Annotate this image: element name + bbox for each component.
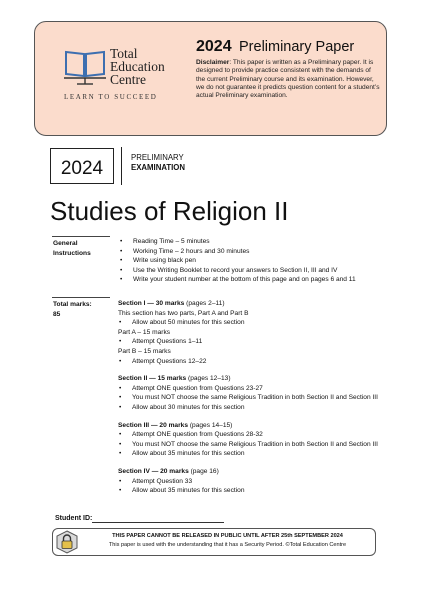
list-item: • Reading Time – 5 minutes	[119, 237, 389, 247]
exam-label-line2: EXAMINATION	[131, 163, 185, 172]
section-3-heading	[118, 421, 390, 431]
section-1-part-b: Part B – 15 marks	[118, 347, 171, 355]
disclaimer	[196, 59, 381, 100]
section-3-list	[118, 430, 390, 459]
section-2-heading	[118, 374, 390, 384]
general-instructions-label-line1: General	[53, 240, 78, 247]
list-item: • Working Time – 2 hours and 30 minutes	[119, 247, 389, 257]
disclaimer-text: : This paper is written as a Preliminary paper. It is designed to provide practice consistent with the demands of the current Preliminary course and its examination. However, we do not guarantee it predicts question content for a student’s actual Preliminary examination.	[196, 59, 380, 100]
total-marks-value: 85	[53, 310, 61, 318]
list-item: • Allow about 35 minutes for this section	[118, 449, 390, 459]
section-1-intro: This section has two parts, Part A and Part B	[118, 309, 249, 317]
section-4-title: Section IV — 20 marks	[118, 467, 189, 475]
header-year: 2024	[196, 38, 232, 55]
exam-year: 2024	[60, 158, 104, 179]
rule-general-instructions	[52, 236, 110, 237]
list-item: • Allow about 30 minutes for this section	[118, 403, 390, 413]
total-marks-text: Total marks:	[53, 301, 92, 308]
section-4-pages: (page 16)	[188, 467, 219, 475]
logo-text-line3: Centre	[110, 72, 146, 87]
section-3-pages: (pages 14–15)	[188, 421, 233, 429]
section-1-list-c	[118, 357, 390, 367]
list-item: • You must NOT choose the same Religious Tradition in both Section II and Section III	[118, 440, 390, 450]
security-padlock-icon	[55, 530, 79, 554]
section-1-heading	[118, 299, 390, 309]
list-item: • Attempt Questions 1–11	[118, 337, 390, 347]
logo-tagline: LEARN TO SUCCEED	[64, 93, 158, 101]
list-item: • Attempt ONE question from Questions 28-32	[118, 430, 390, 440]
section-1-list-a	[118, 318, 390, 328]
logo-text-line2: Education	[110, 59, 165, 74]
section-1-title: Section I — 30 marks	[118, 300, 185, 307]
list-item: • You must NOT choose the same Religious Tradition in both Section II and Section III	[118, 393, 390, 403]
divider-vertical	[121, 147, 122, 185]
sections-block	[118, 299, 390, 496]
footer-release-notice: THIS PAPER CANNOT BE RELEASED IN PUBLIC UNTIL AFTER 25th SEPTEMBER 2024	[112, 533, 343, 539]
section-4-heading	[118, 467, 390, 477]
list-item: • Write your student number at the bottom of this page and on pages 6 and 11	[119, 275, 389, 285]
student-id-label: Student ID:	[55, 515, 93, 522]
rule-total-marks	[52, 297, 110, 298]
list-item: • Attempt Question 33	[118, 477, 390, 487]
general-instructions-label-line2: Instructions	[53, 249, 91, 257]
section-4-list	[118, 477, 390, 496]
footer-security-notice: This paper is used with the understanding that it has a Security Period. ©Total Education Centre	[108, 542, 347, 548]
list-item: • Allow about 50 minutes for this section	[118, 318, 390, 328]
student-id-field[interactable]	[92, 522, 224, 523]
section-3-title: Section III — 20 marks	[118, 421, 188, 429]
book-screen-logo-icon	[62, 48, 108, 86]
section-1-pages: (pages 2–11)	[184, 300, 225, 307]
section-2-list	[118, 384, 390, 413]
total-marks-label	[53, 300, 92, 319]
general-instructions-label	[53, 239, 91, 258]
exam-label-line1: PRELIMINARY	[131, 153, 184, 162]
section-2-title: Section II — 15 marks	[118, 375, 187, 383]
section-1-list-b	[118, 337, 390, 347]
subject-title: Studies of Religion II	[50, 196, 289, 226]
list-item: • Write using black pen	[119, 256, 389, 266]
disclaimer-label: Disclaimer	[196, 59, 230, 66]
header-title: Preliminary Paper	[239, 39, 355, 55]
logo-text-line1: Total	[110, 46, 138, 61]
section-2-pages: (pages 12–13)	[186, 375, 231, 383]
list-item: • Attempt ONE question from Questions 23-27	[118, 384, 390, 394]
list-item: • Use the Writing Booklet to record your answers to Section II, III and IV	[119, 266, 389, 276]
list-item: • Attempt Questions 12–22	[118, 357, 390, 367]
general-instructions-list	[119, 237, 389, 285]
section-1-part-a: Part A – 15 marks	[118, 328, 171, 336]
list-item: • Allow about 35 minutes for this section	[118, 486, 390, 496]
